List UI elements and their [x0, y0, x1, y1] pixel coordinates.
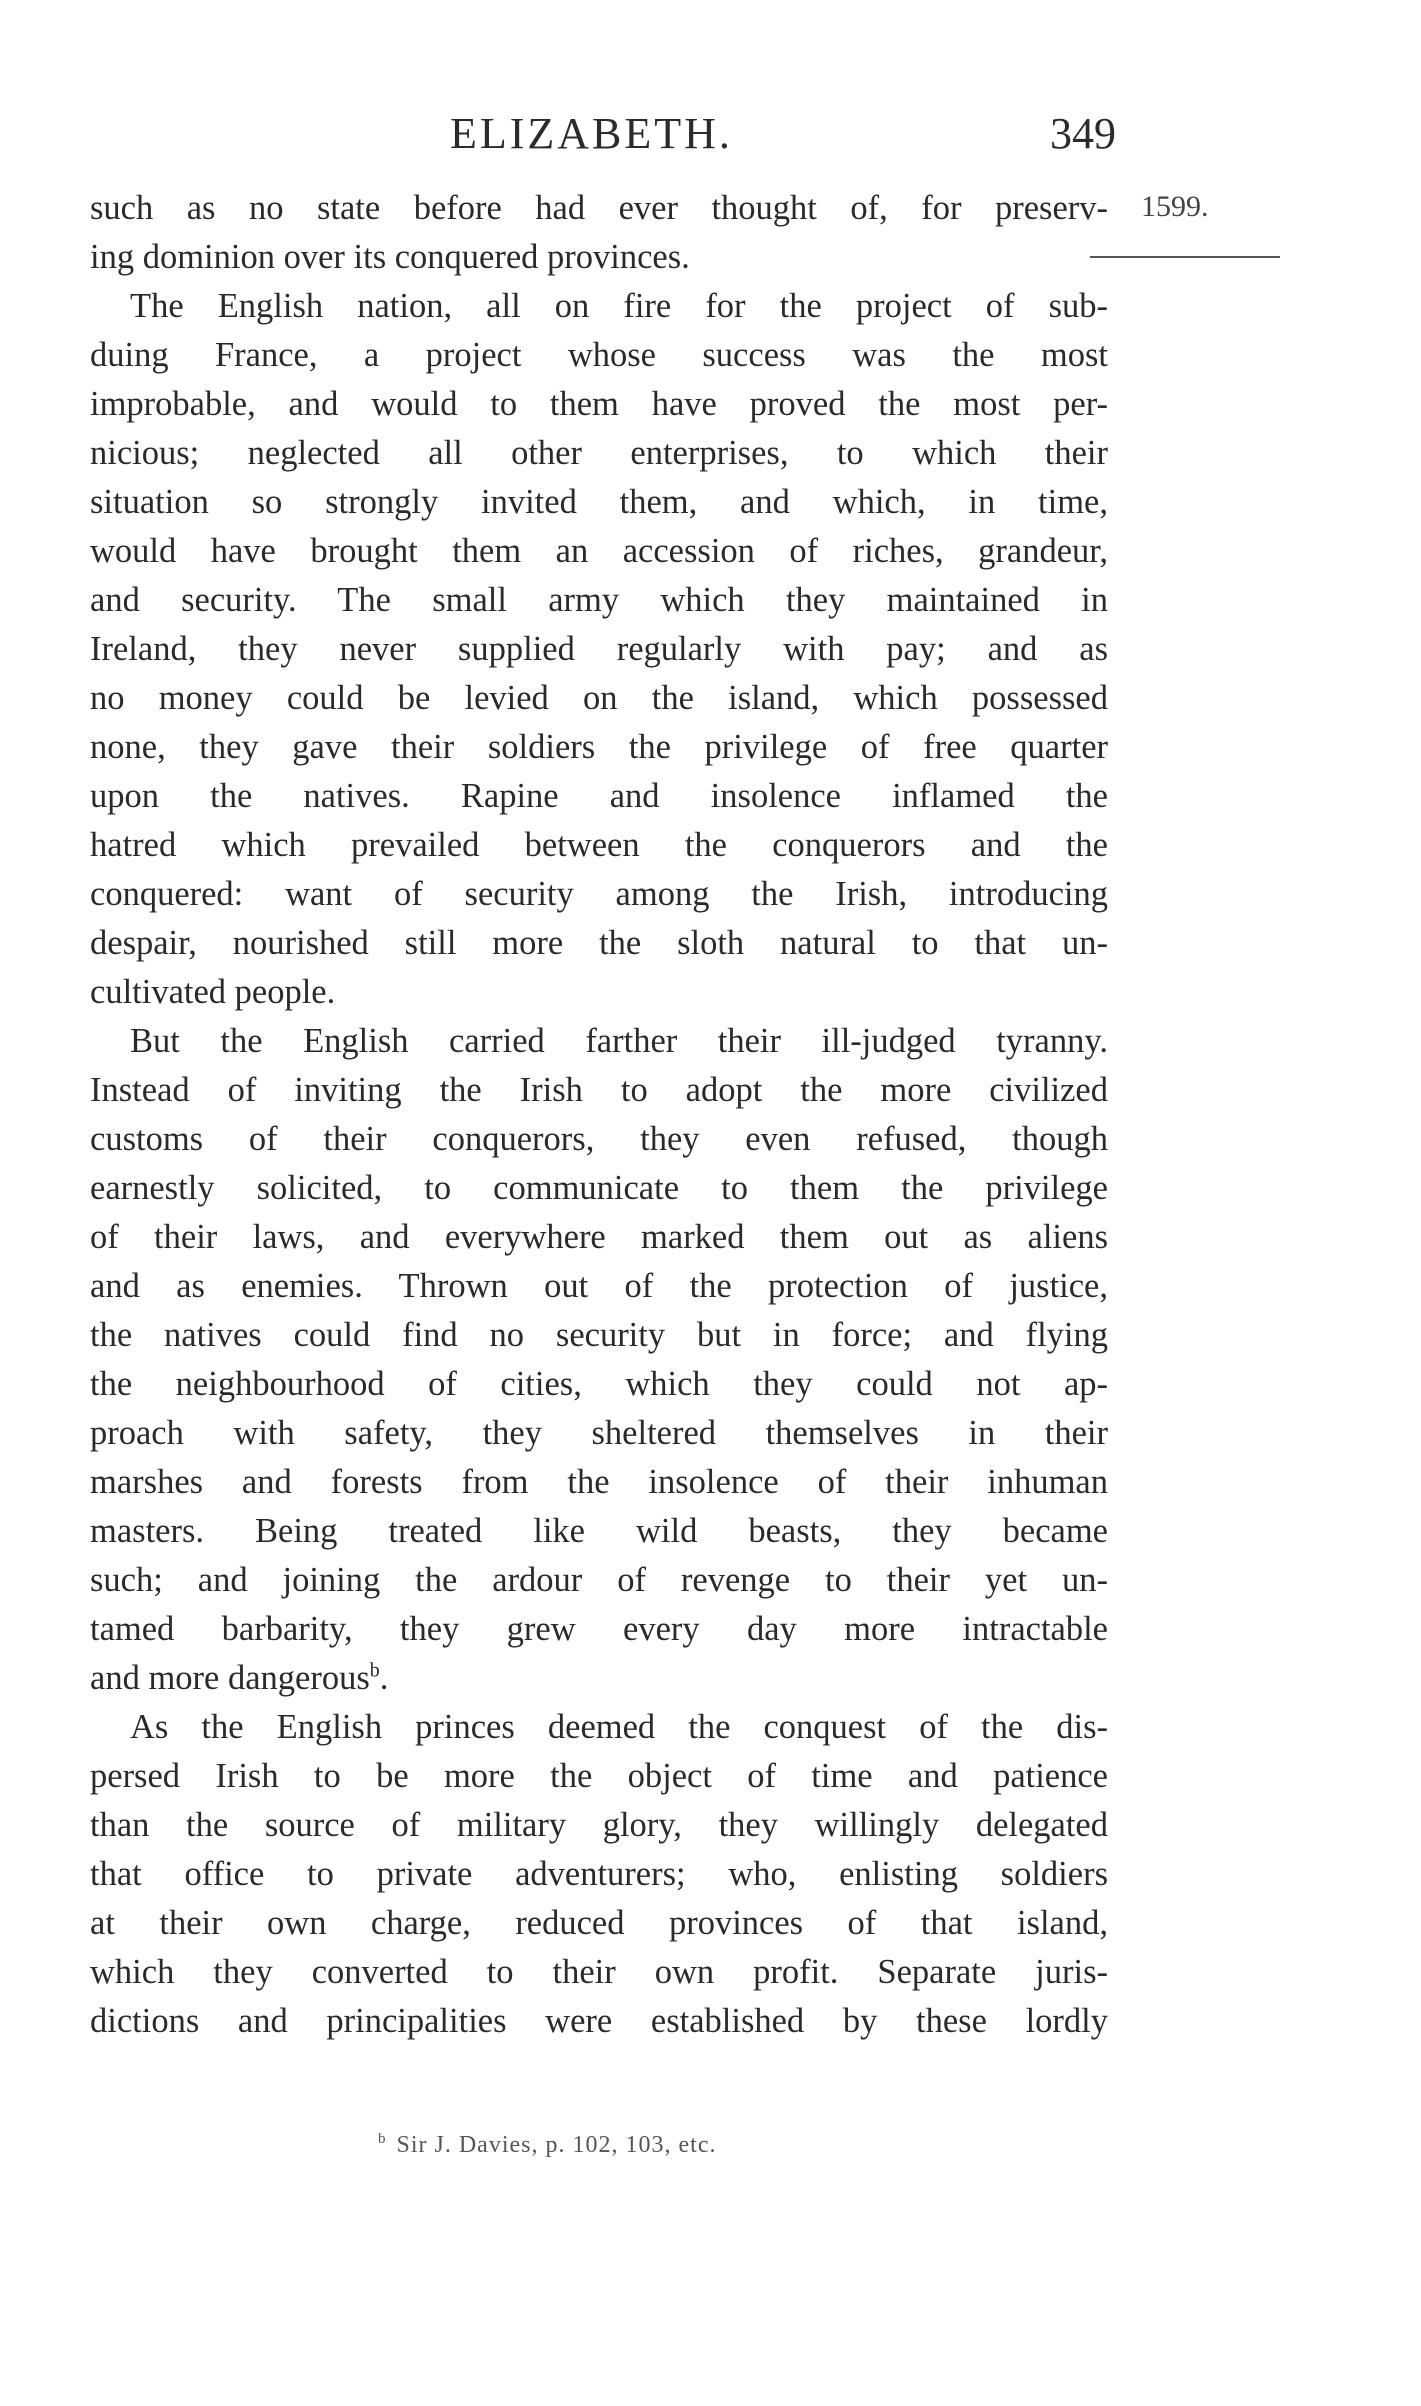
text-line [90, 527, 1108, 576]
footnote-text: Sir J. Davies, p. 102, 103, etc. [396, 2132, 717, 2158]
text-line-content: of their laws, and everywhere marked them out as aliens [90, 1218, 1108, 1256]
text-line [90, 1752, 1108, 1801]
margin-year-note: 1599. [1141, 190, 1209, 223]
text-line [90, 1654, 1108, 1703]
text-line [90, 1458, 1108, 1507]
text-line [90, 1948, 1108, 1997]
text-line [90, 1899, 1108, 1948]
text-line-content: marshes and forests from the insolence of their inhuman [90, 1463, 1108, 1501]
text-line-content: Instead of inviting the Irish to adopt the more civilized [90, 1071, 1108, 1109]
text-line-content: would have brought them an accession of riches, grandeur, [90, 532, 1108, 570]
text-line-content: dictions and principalities were established by these lordly [90, 2002, 1108, 2040]
text-line [90, 821, 1108, 870]
text-line [90, 1801, 1108, 1850]
text-line [90, 1703, 1108, 1752]
text-line [90, 1066, 1108, 1115]
body-text [90, 184, 1108, 2046]
text-line [90, 184, 1108, 233]
text-line [90, 1507, 1108, 1556]
text-line-content: and as enemies. Thrown out of the protection of justice, [90, 1267, 1108, 1305]
text-line [90, 968, 1108, 1017]
running-header-title: ELIZABETH. [450, 109, 733, 158]
text-line [90, 1213, 1108, 1262]
text-line [90, 282, 1108, 331]
text-line-content: the natives could find no security but in force; and flying [90, 1316, 1108, 1354]
text-line [90, 723, 1108, 772]
text-line-content: tamed barbarity, they grew every day more intractable [90, 1610, 1108, 1648]
text-line-content: improbable, and would to them have proved the most per- [90, 385, 1108, 423]
page-number: 349 [1050, 109, 1116, 158]
text-line-content: such as no state before had ever thought of, for preserv- [90, 189, 1108, 227]
text-line-content: earnestly solicited, to communicate to them the privilege [90, 1169, 1108, 1207]
text-line [90, 919, 1108, 968]
text-line-content: that office to private adventurers; who, enlisting soldiers [90, 1855, 1108, 1893]
text-line-content: and security. The small army which they maintained in [90, 581, 1108, 619]
text-line [90, 1605, 1108, 1654]
text-line-content: masters. Being treated like wild beasts, they became [90, 1512, 1108, 1550]
text-line-content: proach with safety, they sheltered themselves in their [90, 1414, 1108, 1452]
text-line [90, 674, 1108, 723]
text-line-content: situation so strongly invited them, and which, in time, [90, 483, 1108, 521]
text-line-content: upon the natives. Rapine and insolence inflamed the [90, 777, 1108, 815]
text-line-punctuation: . [379, 1659, 389, 1697]
text-line [90, 625, 1108, 674]
text-line-content: than the source of military glory, they willingly delegated [90, 1806, 1108, 1844]
text-line-content: none, they gave their soldiers the privilege of free quarter [90, 728, 1108, 766]
text-line-content: ing dominion over its conquered provinces. [90, 238, 690, 276]
text-line-content: no money could be levied on the island, which possessed [90, 679, 1108, 717]
text-line [90, 233, 1108, 282]
text-line-content: hatred which prevailed between the conquerors and the [90, 826, 1108, 864]
text-line [90, 429, 1108, 478]
text-line-content: at their own charge, reduced provinces of that island, [90, 1904, 1108, 1942]
text-line-content: The English nation, all on fire for the project of sub- [130, 287, 1108, 325]
text-line [90, 478, 1108, 527]
text-line [90, 1409, 1108, 1458]
text-line [90, 331, 1108, 380]
text-line-content: nicious; neglected all other enterprises, to which their [90, 434, 1108, 472]
text-line-content: persed Irish to be more the object of time and patience [90, 1757, 1108, 1795]
text-line [90, 1262, 1108, 1311]
text-line [90, 1850, 1108, 1899]
text-line-content: cultivated people. [90, 973, 336, 1011]
footnote-reference: b [369, 1659, 380, 1682]
text-line-content: duing France, a project whose success was the most [90, 336, 1108, 374]
text-line-content: which they converted to their own profit. Separate juris- [90, 1953, 1108, 1991]
text-line [90, 772, 1108, 821]
text-line-content: Ireland, they never supplied regularly with pay; and as [90, 630, 1108, 668]
text-line [90, 1997, 1108, 2046]
text-line [90, 576, 1108, 625]
text-line [90, 1360, 1108, 1409]
margin-rule [1090, 256, 1280, 258]
text-line [90, 1164, 1108, 1213]
footnote-marker: b [378, 2131, 387, 2147]
text-line-content: such; and joining the ardour of revenge to their yet un- [90, 1561, 1108, 1599]
text-line-content: conquered: want of security among the Irish, introducing [90, 875, 1108, 913]
text-line [90, 1311, 1108, 1360]
text-line-content: But the English carried farther their ill-judged tyranny. [130, 1022, 1108, 1060]
footnote [378, 2131, 716, 2159]
text-line [90, 380, 1108, 429]
text-line-content: the neighbourhood of cities, which they could not ap- [90, 1365, 1108, 1403]
text-line [90, 870, 1108, 919]
text-line-content: As the English princes deemed the conquest of the dis- [130, 1708, 1108, 1746]
text-line [90, 1556, 1108, 1605]
text-line-content: despair, nourished still more the sloth natural to that un- [90, 924, 1108, 962]
text-line [90, 1115, 1108, 1164]
text-line-content: and more dangerous [90, 1659, 370, 1697]
text-line-content: customs of their conquerors, they even refused, though [90, 1120, 1108, 1158]
text-line [90, 1017, 1108, 1066]
